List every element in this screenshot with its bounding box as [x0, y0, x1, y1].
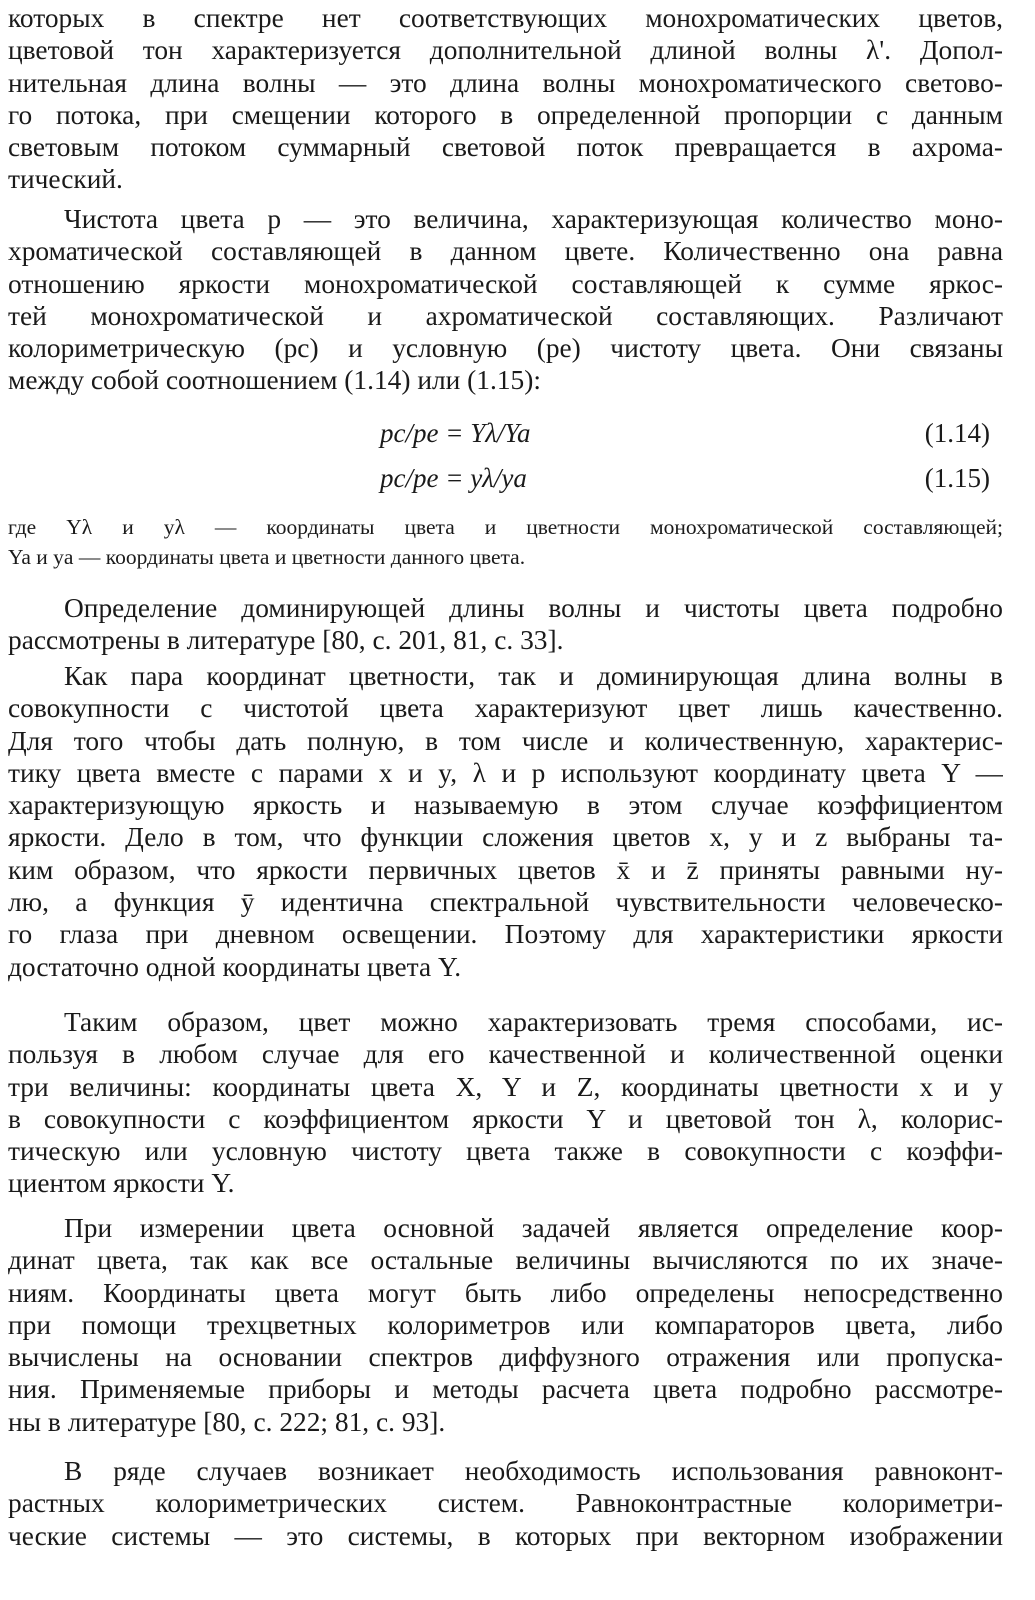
text-line: которых в спектре нет соответствующих монохроматических цветов, — [8, 3, 1003, 33]
text-line: тику цвета вместе с парами x и y, λ и p используют координату цвета Y — — [8, 757, 1003, 788]
formula-expression: pc/pe = yλ/ya — [380, 463, 527, 493]
text-line: нительная длина волны — это длина волны монохроматического светово- — [8, 67, 1003, 98]
text-line: совокупности с чистотой цвета характеризуют цвет лишь качественно. — [8, 693, 1003, 724]
text-line: Как пара координат цветности, так и доминирующая длина волны в — [64, 661, 1003, 691]
text-line: в совокупности с коэффициентом яркости Y и цветовой тон λ, колорис- — [8, 1103, 1003, 1134]
text-line: го глаза при дневном освещении. Поэтому для характеристики яркости — [8, 919, 1003, 950]
quality-paragraph — [8, 660, 1003, 983]
text-line: Для того чтобы дать полную, в том числе и количественную, характерис- — [8, 725, 1003, 756]
text-line: яркости. Дело в том, что функции сложения цветов x, y и z выбраны та- — [8, 822, 1003, 853]
text-line: При измерении цвета основной задачей является определение коор- — [64, 1213, 1003, 1243]
text-line: при помощи трехцветных колориметров или компараторов цвета, либо — [8, 1309, 1003, 1340]
text-line: рассмотрены в литературе [80, с. 201, 81, с. 33]. — [8, 625, 564, 656]
intro-paragraph — [8, 2, 1003, 196]
text-line: три величины: координаты цвета X, Y и Z, координаты цветности x и y — [8, 1071, 1003, 1102]
equation-number: (1.14) — [924, 418, 990, 448]
three-ways-paragraph — [8, 1006, 1003, 1200]
text-line: отношению яркости монохроматической составляющей к сумме яркос- — [8, 268, 1003, 299]
text-line: лю, а функция ȳ идентична спектральной чувствительности человеческо- — [8, 887, 1003, 918]
formula-1-15 — [0, 461, 1035, 495]
text-line: пользуя в любом случае для его качественной и количественной оценки — [8, 1039, 1003, 1070]
text-line: динат цвета, так как все остальные величины вычисляются по их значе- — [8, 1245, 1003, 1276]
note-line: Ya и ya — координаты цвета и цветности данного цвета. — [8, 545, 526, 569]
text-line: тическую или условную чистоту цвета также в совокупности с коэффи- — [8, 1136, 1003, 1167]
where-note — [8, 512, 1003, 572]
text-line: Чистота цвета p — это величина, характеризующая количество моно- — [64, 204, 1003, 234]
uniform-contrast-paragraph — [8, 1455, 1003, 1552]
dominant-wavelength-paragraph — [8, 592, 1003, 657]
text-line: характеризующую яркость и называемую в этом случае коэффициентом — [8, 790, 1003, 821]
text-line: тей монохроматической и ахроматической составляющих. Различают — [8, 300, 1003, 331]
measurement-paragraph — [8, 1212, 1003, 1438]
text-line: ким образом, что яркости первичных цветов x̄ и z̄ приняты равными ну- — [8, 854, 1003, 885]
text-line: цветовой тон характеризуется дополнительной длиной волны λ'. Допол- — [8, 35, 1003, 66]
text-line: ния. Применяемые приборы и методы расчета цвета подробно рассмотре- — [8, 1374, 1003, 1405]
text-line: го потока, при смещении которого в определенной пропорции с данным — [8, 99, 1003, 130]
formula-1-14 — [0, 416, 1035, 450]
note-line: где Yλ и yλ — координаты цвета и цветности монохроматической составляющей; — [8, 515, 1003, 539]
text-line: ниям. Координаты цвета могут быть либо определены непосредственно — [8, 1277, 1003, 1308]
text-line: В ряде случаев возникает необходимость использования равноконт- — [64, 1456, 1003, 1486]
text-line: колориметрическую (pc) и условную (pe) чистоту цвета. Они связаны — [8, 333, 1003, 364]
text-line: достаточно одной координаты цвета Y. — [8, 951, 462, 982]
text-line: между собой соотношением (1.14) или (1.15): — [8, 365, 541, 396]
text-line: световым потоком суммарный световой поток превращается в ахрома- — [8, 132, 1003, 163]
purity-paragraph — [8, 203, 1003, 397]
text-line: Таким образом, цвет можно характеризовать тремя способами, ис- — [64, 1007, 1003, 1037]
text-line: растных колориметрических систем. Равноконтрастные колориметри- — [8, 1488, 1003, 1519]
equation-number: (1.15) — [924, 463, 990, 493]
text-line: Определение доминирующей длины волны и чистоты цвета подробно — [64, 593, 1003, 623]
text-line: ческие системы — это системы, в которых при векторном изображении — [8, 1520, 1003, 1551]
text-line: тический. — [8, 164, 123, 195]
text-line: циентом яркости Y. — [8, 1168, 235, 1199]
formula-expression: pc/pe = Yλ/Ya — [380, 418, 531, 448]
text-line: ны в литературе [80, с. 222; 81, с. 93]. — [8, 1406, 446, 1437]
text-line: вычислены на основании спектров диффузного отражения или пропуска- — [8, 1342, 1003, 1373]
text-line: хроматической составляющей в данном цвете. Количественно она равна — [8, 236, 1003, 267]
